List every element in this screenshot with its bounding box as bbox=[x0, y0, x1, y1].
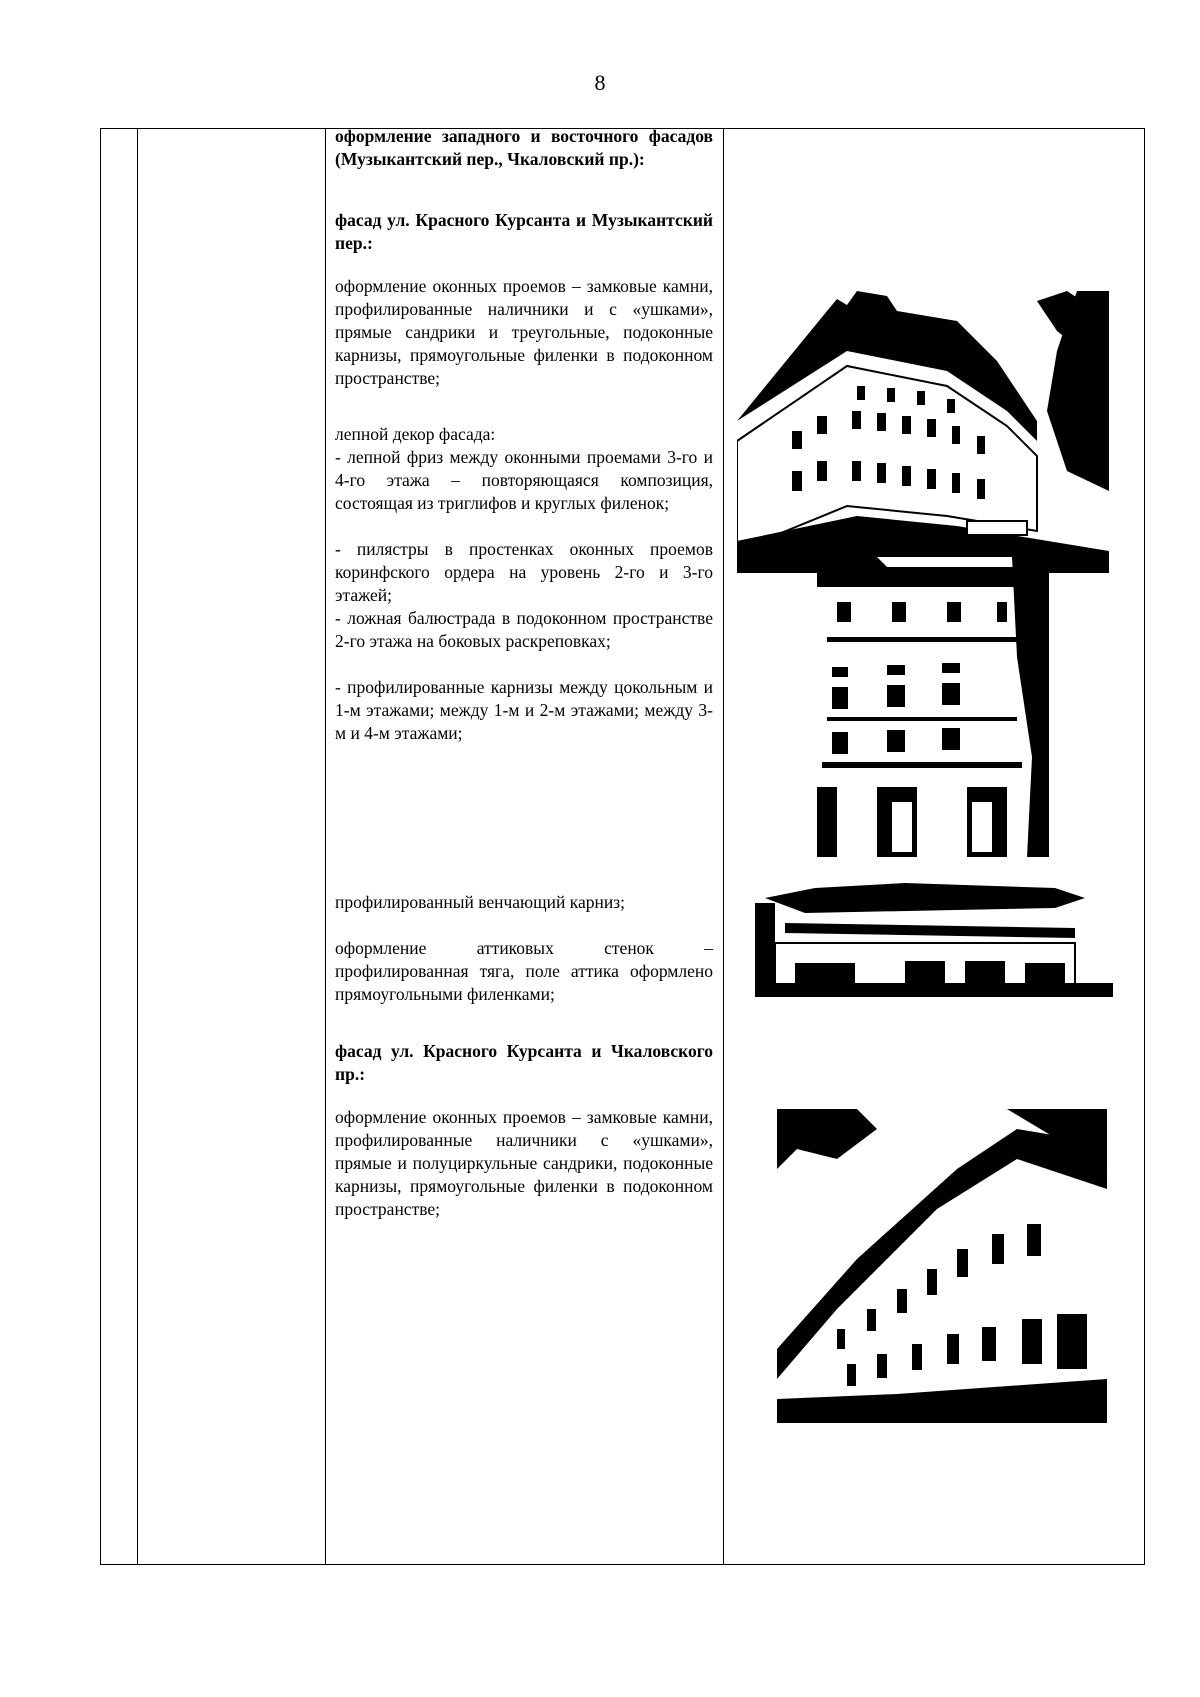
pilasters-item: - пилястры в простенках оконных проемов коринфского ордера на уровень 2-го и 3-го этажей; bbox=[335, 539, 713, 605]
window-openings-paragraph-2: оформление оконных проемов – замковые камни, профилированные наличники с «ушками», прямые и полуциркульные сандрики, подоконные карнизы, прямоугольные филенки в подоконном пространстве; bbox=[335, 1107, 713, 1219]
page-number: 8 bbox=[594, 70, 606, 95]
facade-musicantsky-heading: фасад ул. Красного Курсанта и Музыкантский пер.: bbox=[335, 210, 713, 253]
cornice-photo bbox=[755, 883, 1113, 997]
attic-walls-paragraph: оформление аттиковых стенок – профилированная тяга, поле аттика оформлено прямоугольными филенками; bbox=[335, 938, 713, 1004]
cornices-item: - профилированные карнизы между цокольным и 1-м этажами; между 1-м и 2-м этажами; между 3-м и 4-м этажами; bbox=[335, 677, 713, 743]
facade-chkalovsky-heading: фасад ул. Красного Курсанта и Чкаловского пр.: bbox=[335, 1041, 713, 1084]
building-street-photo bbox=[777, 1109, 1107, 1423]
false-balustrade-item: - ложная балюстрада в подоконном пространстве 2-го этажа на боковых раскреповках; bbox=[335, 608, 713, 651]
column-divider-1 bbox=[137, 129, 138, 1564]
crowning-cornice-paragraph: профилированный венчающий карниз; bbox=[335, 892, 625, 912]
building-corner-photo bbox=[737, 291, 1109, 573]
stucco-decor-title: лепной декор фасада: bbox=[335, 424, 496, 444]
stucco-frieze-item: - лепной фриз между оконными проемами 3-го и 4-го этажа – повторяющаяся композиция, состоящая из триглифов и круглых филенок; bbox=[335, 447, 713, 513]
column-divider-2 bbox=[325, 129, 326, 1564]
facade-detail-photo bbox=[817, 557, 1049, 857]
column-divider-3 bbox=[723, 129, 724, 1564]
window-openings-paragraph-1: оформление оконных проемов – замковые камни, профилированные наличники и с «ушками», прямые сандрики и треугольные, подоконные карнизы, прямоугольные филенки в подоконном пространстве; bbox=[335, 276, 713, 388]
western-eastern-facades-heading: оформление западного и восточного фасадов (Музыкантский пер., Чкаловский пр.): bbox=[335, 126, 713, 169]
description-table bbox=[100, 128, 1145, 1565]
